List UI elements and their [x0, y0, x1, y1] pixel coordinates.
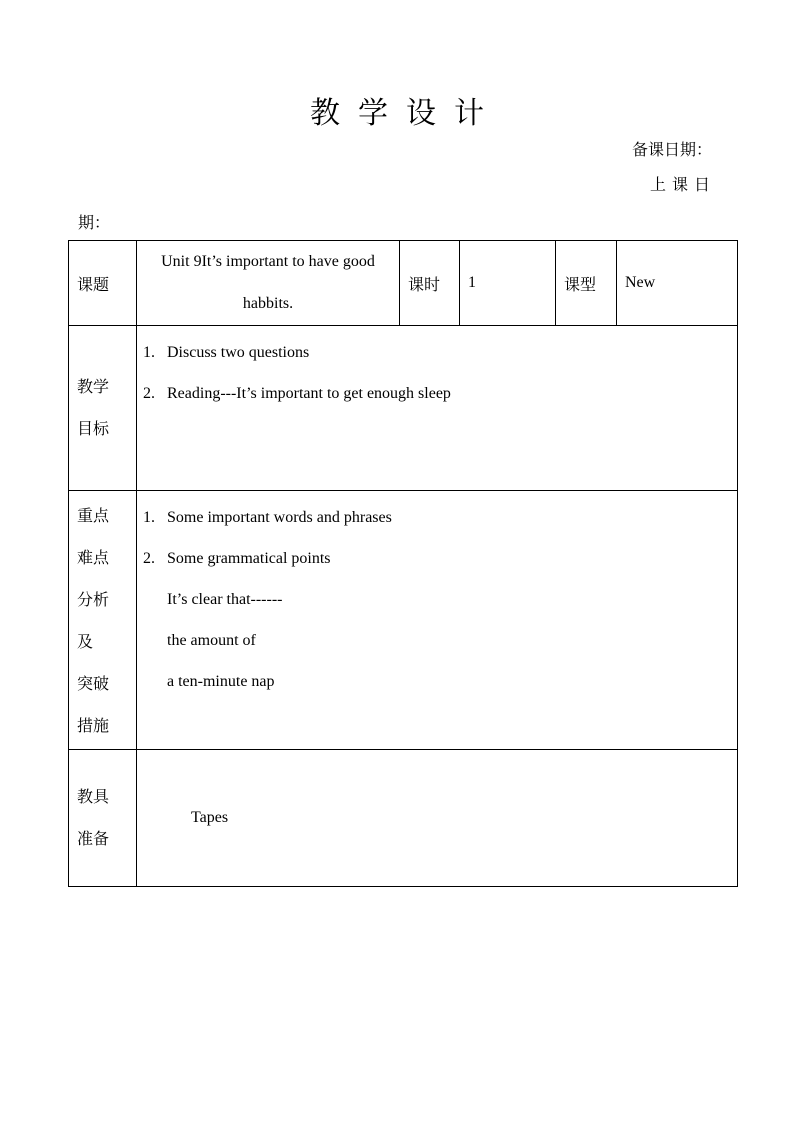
class-date-label-continued: 期： — [78, 213, 111, 232]
keypoint-item: 1. Some important words and phrases — [143, 509, 392, 526]
keypoints-label-line: 难点 — [77, 548, 110, 567]
tools-label-cell — [69, 750, 137, 887]
keypoints-label-line: 突破 — [77, 674, 110, 693]
keypoint-subitem: the amount of — [167, 632, 256, 649]
tools-label-line-2: 准备 — [77, 829, 110, 848]
tools-value: Tapes — [137, 750, 738, 887]
objective-item: 1. Discuss two questions — [143, 344, 310, 361]
document-title: 教学设计 — [310, 96, 502, 131]
keypoint-subitem: a ten-minute nap — [167, 673, 275, 690]
keypoints-row — [69, 491, 738, 750]
type-label: 课型 — [556, 241, 617, 326]
class-date-label: 上课日 — [649, 175, 716, 194]
objectives-label-line-1: 教学 — [77, 377, 110, 396]
keypoints-label-line: 措施 — [77, 716, 110, 735]
keypoints-label-line: 分析 — [77, 590, 110, 609]
objective-item: 2. Reading---It’s important to get enough sleep — [143, 385, 451, 402]
hours-label: 课时 — [400, 241, 460, 326]
keypoints-label-cell — [69, 491, 137, 750]
tools-label-line-1: 教具 — [77, 787, 110, 806]
keypoints-label-line: 及 — [77, 632, 94, 651]
objectives-label-line-2: 目标 — [77, 419, 110, 438]
type-value: New — [617, 241, 738, 326]
keypoints-label-line: 重点 — [77, 506, 110, 525]
keypoint-subitem: It’s clear that------ — [167, 591, 283, 608]
objectives-content — [137, 326, 738, 491]
objectives-row — [69, 326, 738, 491]
keypoints-content — [137, 491, 738, 750]
hours-value: 1 — [460, 241, 556, 326]
objectives-label-cell — [69, 326, 137, 491]
topic-row — [69, 241, 738, 326]
topic-label: 课题 — [69, 241, 137, 326]
lesson-plan-table — [68, 240, 738, 887]
tools-row — [69, 750, 738, 887]
topic-value: Unit 9It’s important to have good habbits. — [137, 241, 400, 326]
keypoint-item: 2. Some grammatical points — [143, 550, 331, 567]
prep-date-label: 备课日期： — [631, 140, 712, 159]
